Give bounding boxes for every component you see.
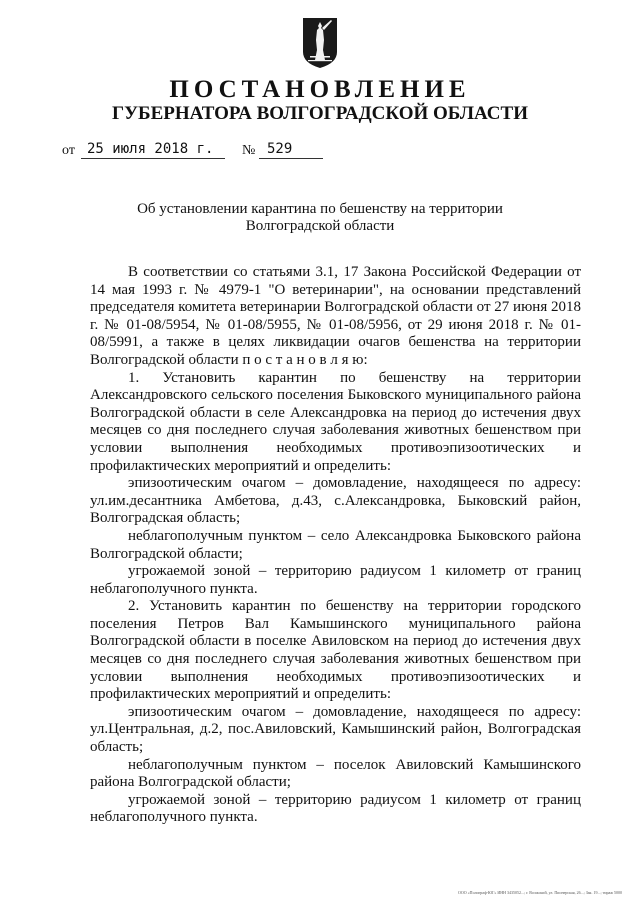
clause-1-paragraph: 1. Установить карантин по бешенству на территории Александровского сельского поселения Быковского муниципального района Волгоградской области в селе Александровка на период до истечения двух месяцев со дня последнего случая заболевания животных бешенством при условии выполнения необходимых противоэпизоотических и профилактических мероприятий и определить: [90, 369, 581, 474]
printer-imprint: ООО «Полиграф-ЮГ» ИНН 3435052...; г. Волжский, ул. Пионерская, 26...; Зак. 19...; тираж 5000 [458, 890, 622, 895]
date-field [81, 140, 225, 159]
clause-1-threat-zone-paragraph: угрожаемой зоной – территорию радиусом 1 километр от границ неблагополучного пункта. [90, 563, 581, 597]
clause-2-unsafe-point-paragraph: неблагополучным пунктом – поселок Авиловский Камышинского района Волгоградской области; [90, 756, 581, 791]
document-issuer: ГУБЕРНАТОРА ВОЛГОГРАДСКОЙ ОБЛАСТИ [112, 103, 528, 124]
document-title: ПОСТАНОВЛЕНИЕ [169, 76, 471, 103]
clause-1-focus-paragraph: эпизоотическим очагом – домовладение, находящееся по адресу: ул.им.десантника Амбетова, д.43, с.Александровка, Быковский район, Волгоградская область; [90, 475, 581, 527]
clause-2-focus-paragraph: эпизоотическим очагом – домовладение, находящееся по адресу: ул.Центральная, д.2, пос.Авиловский, Камышинский район, Волгоградская область; [90, 703, 581, 756]
preamble-paragraph: В соответствии со статьями 3.1, 17 Закона Российской Федерации от 14 мая 1993 г. № 4979-1 "О ветеринарии", на основании представлений председателя комитета ветеринарии Волгоградской области от 27 июня 2018 г. № 01-08/5954, № 01-08/5955, № 01-08/5956, от 29 июня 2018 г. № 01-08/5991, а также в целях ликвидации очагов бешенства на территории Волгоградской области п о с т а н о в л я ю: [90, 264, 581, 368]
clause-2-threat-zone-paragraph: угрожаемой зоной – территорию радиусом 1 километр от границ неблагополучного пункта. [90, 791, 581, 826]
clause-1-unsafe-point-paragraph: неблагополучным пунктом – село Александровка Быковского района Волгоградской области; [90, 527, 581, 562]
number-field [259, 140, 323, 159]
clause-2-paragraph: 2. Установить карантин по бешенству на территории городского поселения Петров Вал Камышинского муниципального района Волгоградской области в поселке Авиловском на период до истечения двух месяцев со дня последнего случая заболевания животных бешенством при условии выполнения необходимых противоэпизоотических и профилактических мероприятий и определить: [90, 598, 581, 703]
number-value: 529 [267, 141, 293, 157]
document-subject-heading: Об установлении карантина по бешенству на территории Волгоградской области [137, 201, 503, 234]
date-value: 25 июля 2018 г. [87, 141, 214, 157]
number-prefix-label: № [242, 143, 256, 158]
document-body [90, 264, 581, 827]
date-prefix-label: от [62, 143, 75, 158]
coat-of-arms-icon [301, 16, 339, 70]
